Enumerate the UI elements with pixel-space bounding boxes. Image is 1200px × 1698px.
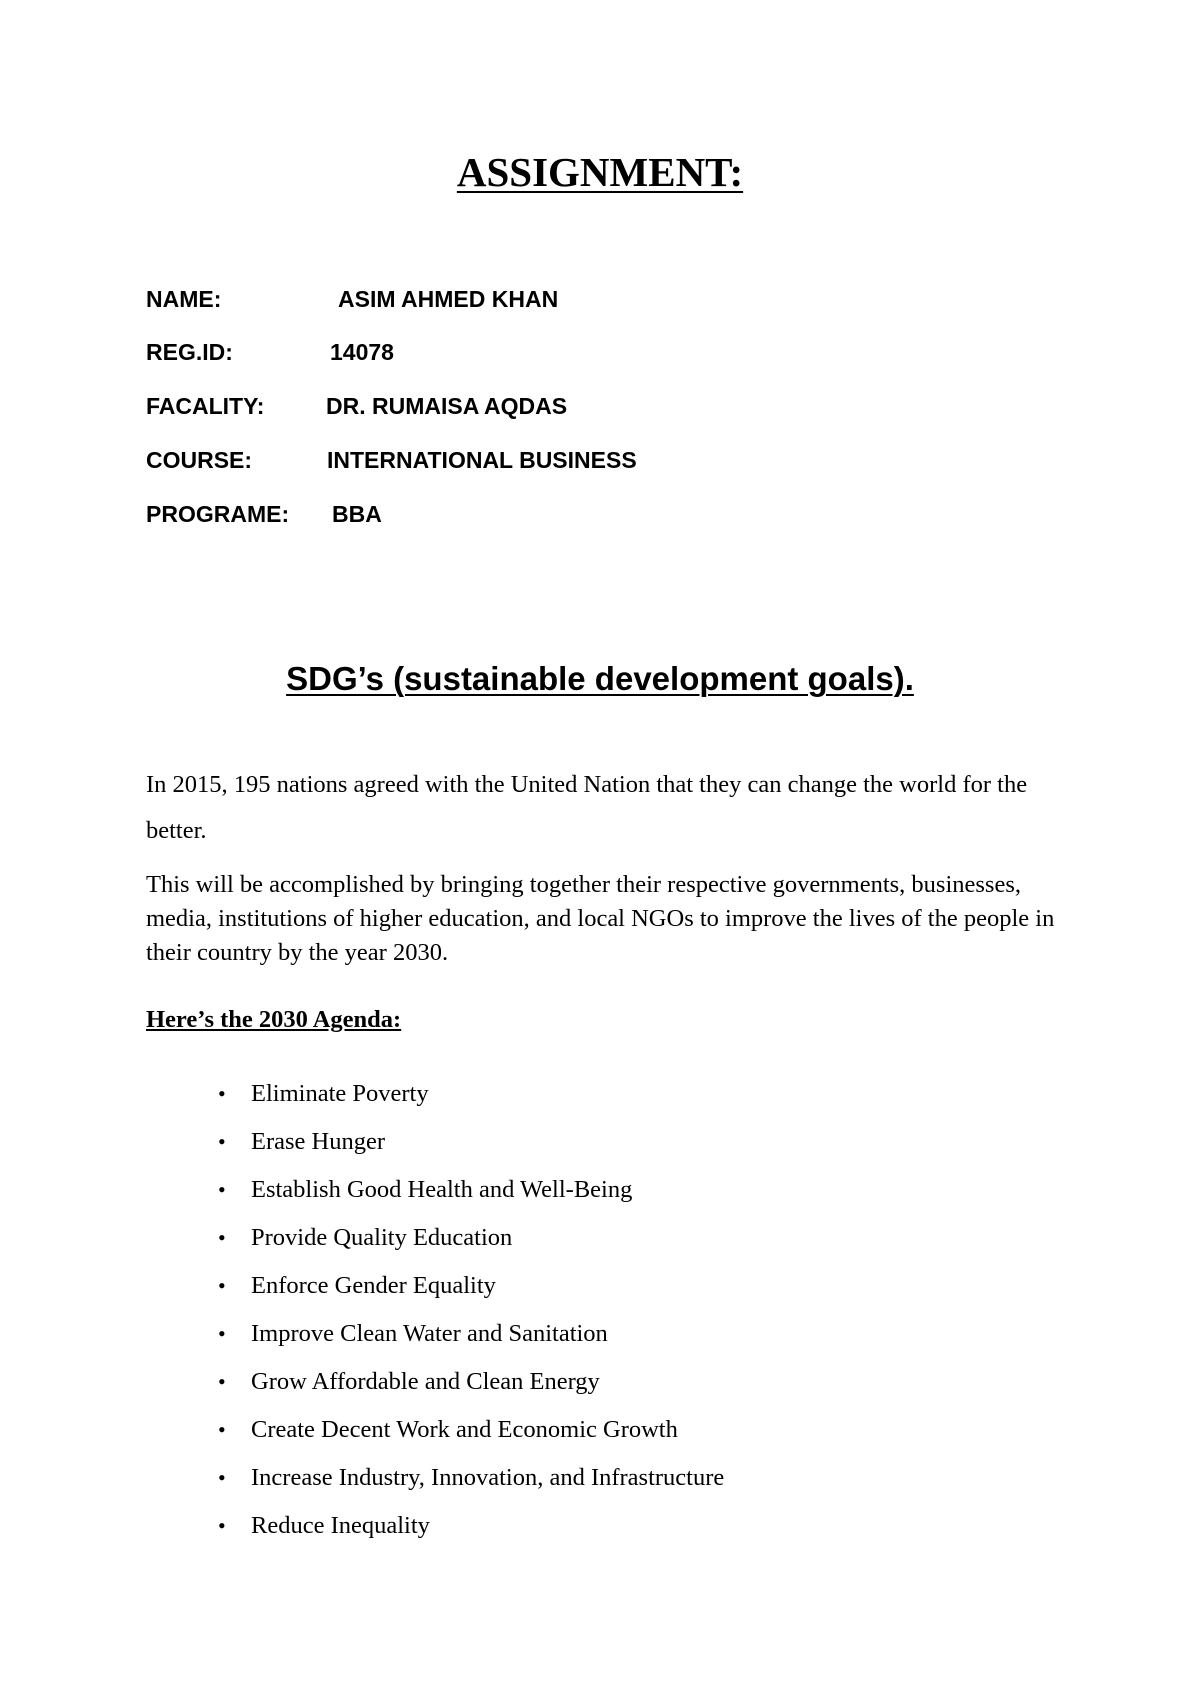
bullet-icon: • (218, 1465, 226, 1490)
bullet-icon: • (218, 1081, 226, 1106)
info-label: FACALITY: (146, 393, 265, 419)
list-item-text: Enforce Gender Equality (251, 1272, 496, 1299)
list-item-text: Improve Clean Water and Sanitation (251, 1320, 608, 1347)
bullet-icon: • (218, 1225, 226, 1250)
list-item-text: Provide Quality Education (251, 1224, 513, 1251)
intro-paragraph: In 2015, 195 nations agreed with the United Nation that they can change the world for the better. (146, 771, 1028, 844)
info-label: NAME: (146, 286, 222, 312)
document-title: ASSIGNMENT: (456, 149, 744, 195)
list-item-text: Eliminate Poverty (251, 1080, 429, 1107)
list-item-text: Erase Hunger (251, 1128, 386, 1155)
info-value: DR. RUMAISA AQDAS (326, 393, 568, 419)
bullet-icon: • (218, 1513, 226, 1538)
bullet-icon: • (218, 1417, 226, 1442)
list-item-text: Increase Industry, Innovation, and Infrastructure (251, 1464, 725, 1491)
bullet-icon: • (218, 1369, 226, 1394)
list-item-text: Establish Good Health and Well-Being (251, 1176, 633, 1203)
list-item-text: Create Decent Work and Economic Growth (251, 1416, 678, 1443)
section-heading: SDG’s (sustainable development goals). (286, 660, 914, 697)
body-paragraph: This will be accomplished by bringing together their respective governments, businesses, media, institutions of higher education, and local NGOs to improve the lives of the people in their country by the year 2030. (146, 871, 1055, 966)
bullet-icon: • (218, 1177, 226, 1202)
info-label: PROGRAME: (146, 501, 290, 527)
bullet-icon: • (218, 1321, 226, 1346)
info-label: COURSE: (146, 447, 253, 473)
list-item-text: Grow Affordable and Clean Energy (251, 1368, 600, 1395)
agenda-heading: Here’s the 2030 Agenda: (146, 1006, 402, 1033)
info-label: REG.ID: (146, 339, 233, 365)
info-value: 14078 (330, 339, 394, 365)
bullet-icon: • (218, 1129, 226, 1154)
info-value: INTERNATIONAL BUSINESS (327, 447, 637, 473)
info-value: BBA (332, 501, 382, 527)
info-value: ASIM AHMED KHAN (338, 286, 559, 312)
list-item-text: Reduce Inequality (251, 1512, 430, 1539)
bullet-icon: • (218, 1273, 226, 1298)
